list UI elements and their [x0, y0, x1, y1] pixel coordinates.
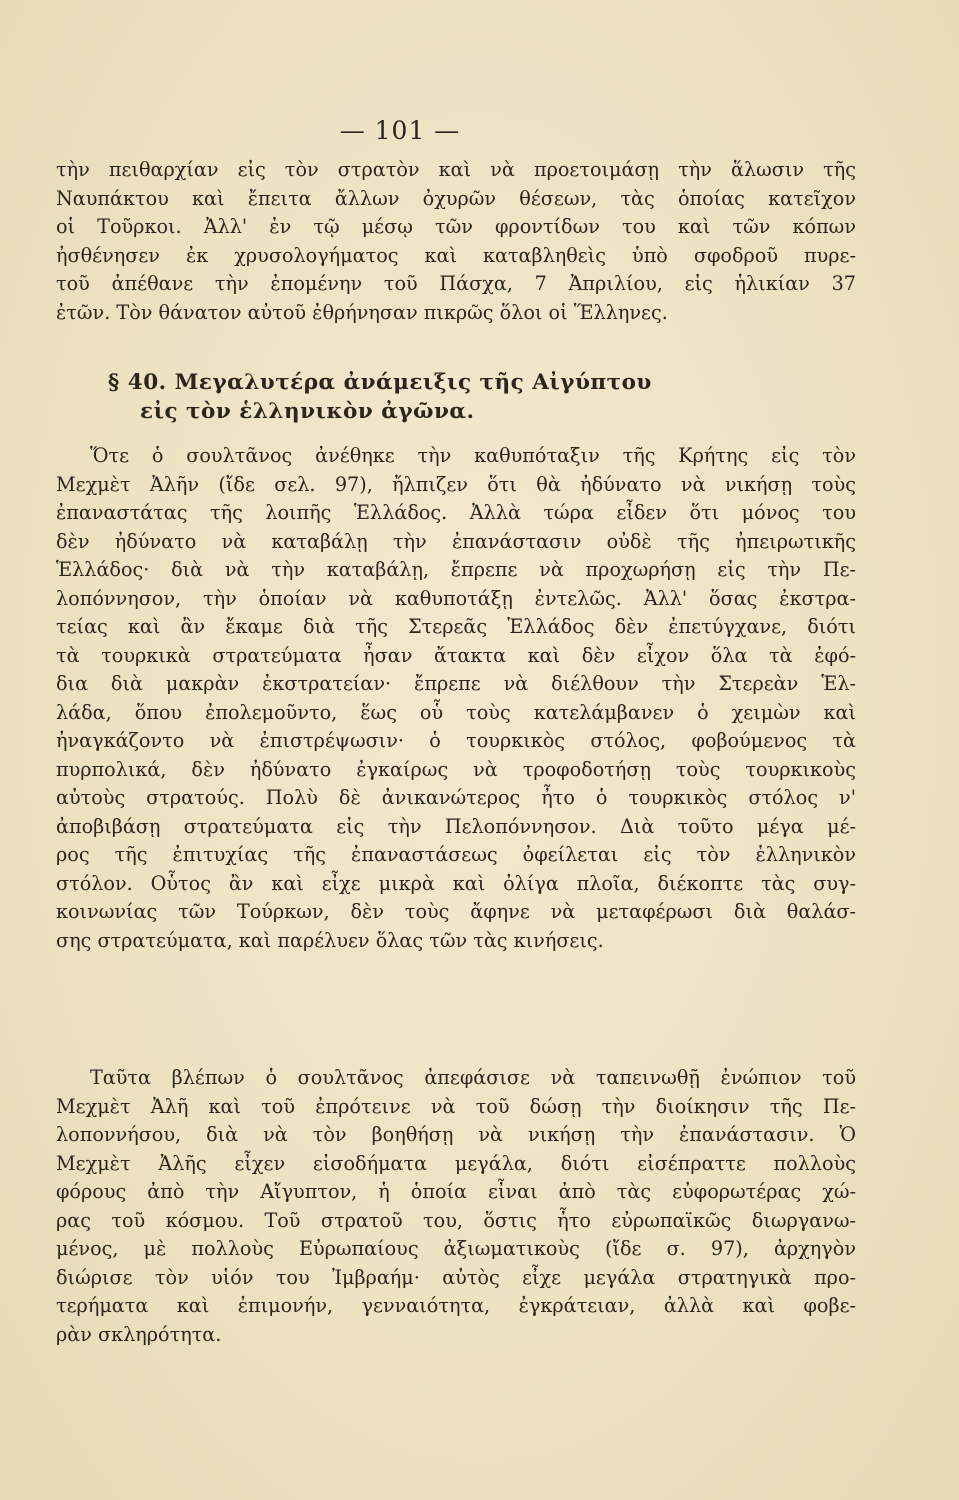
paragraph [56, 1064, 856, 1349]
section-heading-line: § 40. Μεγαλυτέρα ἀνάμειξις τῆς Αἰγύπτου [108, 370, 652, 395]
text-line: ἐτῶν. Τὸν θάνατον αὐτοῦ ἐθρήνησαν πικρῶς ὅλοι οἱ Ἕλληνες. [56, 300, 668, 324]
text-line: τὰ τουρκικὰ στρατεύματα ἦσαν ἄτακτα καὶ δὲν εἶχον ὅλα τὰ ἐφό- [56, 643, 856, 667]
text-line: Μεχμὲτ Ἀλῆν (ἴδε σελ. 97), ἤλπιζεν ὅτι θὰ ἠδύνατο νὰ νικήσῃ τοὺς [56, 472, 856, 496]
page-number: — 101 — [339, 116, 461, 145]
text-line: διώρισε τὸν υἱόν του Ἰμβραήμ· αὐτὸς εἶχε μεγάλα στρατηγικὰ προ- [56, 1265, 856, 1289]
text-line: αὐτοὺς στρατούς. Πολὺ δὲ ἀνικανώτερος ἦτο ὁ τουρκικὸς στόλος ν' [56, 786, 856, 809]
text-line: λοποννήσου, διὰ νὰ τὸν βοηθήσῃ νὰ νικήσῃ τὴν ἐπανάστασιν. Ὁ [56, 1123, 856, 1146]
text-line: Μεχμὲτ Ἀλῆς εἶχεν εἰσοδήματα μεγάλα, διότι εἰσέπραττε πολλοὺς [56, 1151, 856, 1175]
text-line: ρὰν σκληρότητα. [56, 1322, 222, 1346]
paragraph [56, 442, 856, 955]
text-line: τείας καὶ ἂν ἔκαμε διὰ τῆς Στερεᾶς Ἑλλάδος δὲν ἐπετύγχανε, διότι [56, 615, 856, 638]
text-line: Ὅτε ὁ σουλτᾶνος ἀνέθηκε τὴν καθυπόταξιν τῆς Κρήτης εἰς τὸν [90, 444, 856, 467]
text-line: στόλον. Οὗτος ἂν καὶ εἶχε μικρὰ καὶ ὀλίγα πλοῖα, διέκοπτε τὰς συγ- [56, 871, 856, 895]
text-line: ἐπαναστάτας τῆς λοιπῆς Ἑλλάδος. Ἀλλὰ τώρα εἶδεν ὅτι μόνος του [56, 501, 856, 524]
text-line: λοπόννησον, τὴν ὁποίαν νὰ καθυποτάξῃ ἐντελῶς. Ἀλλ' ὅσας ἐκστρα- [56, 586, 856, 610]
section-heading [56, 368, 856, 426]
text-line: λάδα, ὅπου ἐπολεμοῦντο, ἕως οὗ τοὺς κατελάμβανεν ὁ χειμὼν καὶ [56, 700, 856, 724]
text-line: κοινωνίας τῶν Τούρκων, δὲν τοὺς ἄφηνε νὰ μεταφέρωσι διὰ θαλάσ- [56, 900, 856, 923]
text-line: σης στρατεύματα, καὶ παρέλυεν ὅλας τῶν τὰς κινήσεις. [56, 928, 604, 952]
text-line: οἱ Τοῦρκοι. Ἀλλ' ἐν τῷ μέσῳ τῶν φροντίδων του καὶ τῶν κόπων [56, 215, 856, 238]
text-line: πυρπολικά, δὲν ἠδύνατο ἐγκαίρως νὰ τροφοδοτήσῃ τοὺς τουρκικοὺς [56, 757, 856, 781]
text-line: μένος, μὲ πολλοὺς Εὐρωπαίους ἀξιωματικοὺς (ἴδε σ. 97), ἀρχηγὸν [56, 1237, 856, 1260]
text-line: ἠσθένησεν ἐκ χρυσολογήματος καὶ καταβληθεὶς ὑπὸ σφοδροῦ πυρε- [56, 243, 856, 267]
text-line: ρας τοῦ κόσμου. Τοῦ στρατοῦ του, ὅστις ἦτο εὐρωπαϊκῶς διωργανω- [56, 1208, 856, 1232]
section-heading-line: εἰς τὸν ἑλληνικὸν ἀγῶνα. [140, 399, 475, 424]
text-line: δια διὰ μακρὰν ἐκστρατείαν· ἔπρεπε νὰ διέλθουν τὴν Στερεὰν Ἑλ- [56, 672, 856, 695]
intro-paragraph [56, 156, 856, 327]
text-line: τερήματα καὶ ἐπιμονήν, γενναιότητα, ἐγκράτειαν, ἀλλὰ καὶ φοβε- [56, 1294, 856, 1317]
text-line: φόρους ἀπὸ τὴν Αἴγυπτον, ἡ ὁποία εἶναι ἀπὸ τὰς εὐφορωτέρας χώ- [56, 1180, 856, 1203]
text-line: Ἑλλάδος· διὰ νὰ τὴν καταβάλῃ, ἔπρεπε νὰ προχωρήσῃ εἰς τὴν Πε- [56, 558, 856, 581]
text-line: τοῦ ἀπέθανε τὴν ἐπομένην τοῦ Πάσχα, 7 Ἀπριλίου, εἰς ἡλικίαν 37 [56, 272, 856, 295]
text-line: Ταῦτα βλέπων ὁ σουλτᾶνος ἀπεφάσισε νὰ ταπεινωθῇ ἐνώπιον τοῦ [90, 1066, 856, 1089]
text-line: Μεχμὲτ Ἀλῆ καὶ τοῦ ἐπρότεινε νὰ τοῦ δώσῃ τὴν διοίκησιν τῆς Πε- [56, 1094, 856, 1118]
text-line: Ναυπάκτου καὶ ἔπειτα ἄλλων ὀχυρῶν θέσεων, τὰς ὁποίας κατεῖχον [56, 186, 856, 210]
text-line: δὲν ἠδύνατο νὰ καταβάλῃ τὴν ἐπανάστασιν οὐδὲ τῆς ἠπειρωτικῆς [56, 529, 856, 553]
text-line: τὴν πειθαρχίαν εἰς τὸν στρατὸν καὶ νὰ προετοιμάσῃ τὴν ἅλωσιν τῆς [56, 158, 856, 181]
text-line: ἠναγκάζοντο νὰ ἐπιστρέψωσιν· ὁ τουρκικὸς στόλος, φοβούμενος τὰ [56, 729, 856, 752]
text-line: ρος τῆς ἐπιτυχίας τῆς ἐπαναστάσεως ὀφείλεται εἰς τὸν ἑλληνικὸν [56, 843, 856, 866]
text-line: ἀποβιβάσῃ στρατεύματα εἰς τὴν Πελοπόννησον. Διὰ τοῦτο μέγα μέ- [56, 814, 856, 838]
